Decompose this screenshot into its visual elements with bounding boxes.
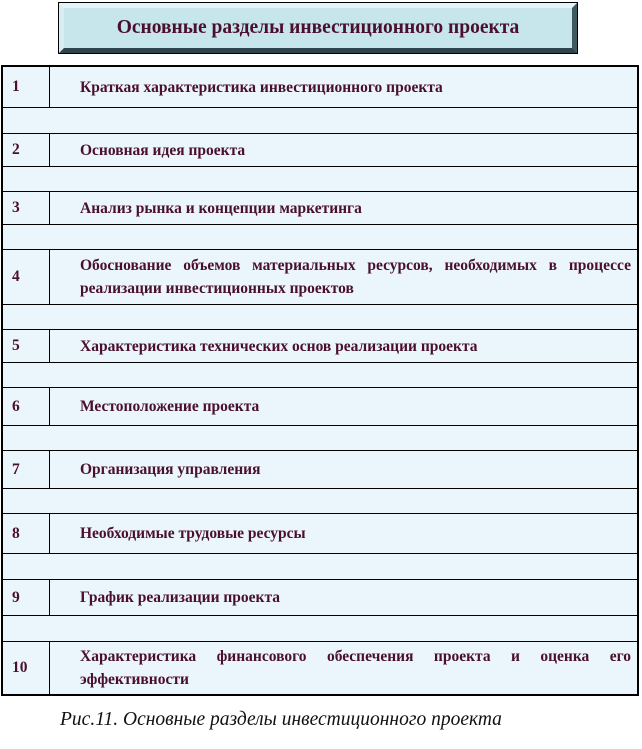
row-spacer	[3, 363, 637, 388]
row-number: 3	[3, 192, 50, 224]
row-text: Анализ рынка и концепции маркетинга	[80, 199, 362, 217]
table-row	[3, 250, 637, 305]
table-row	[3, 330, 637, 363]
row-spacer	[3, 489, 637, 514]
row-number: 5	[3, 330, 50, 362]
row-spacer	[3, 616, 637, 642]
row-spacer	[3, 305, 637, 330]
row-text: Характеристика финансового обеспечения проекта и оценка его эффективности	[80, 648, 631, 688]
row-number: 10	[3, 642, 50, 694]
table-row	[3, 192, 637, 225]
table-row	[3, 134, 637, 167]
table-row	[3, 451, 637, 489]
row-number: 7	[3, 451, 50, 488]
row-spacer	[3, 167, 637, 192]
row-text: Основная идея проекта	[80, 141, 246, 159]
row-text: Обоснование объемов материальных ресурсов, необходимых в процессе реализации инвестиционных проектов	[80, 257, 631, 297]
title-box	[59, 3, 577, 53]
row-number: 1	[3, 67, 50, 107]
figure-caption: Рис.11. Основные разделы инвестиционного проекта	[60, 709, 502, 730]
row-number: 2	[3, 134, 50, 166]
row-spacer	[3, 554, 637, 580]
row-number: 9	[3, 580, 50, 615]
row-text: Необходимые трудовые ресурсы	[80, 525, 306, 542]
page-title: Основные разделы инвестиционного проекта	[116, 17, 520, 38]
row-number: 4	[3, 250, 50, 304]
row-number: 6	[3, 388, 50, 425]
table-row	[3, 642, 637, 694]
row-spacer	[3, 108, 637, 134]
row-text: Организация управления	[80, 461, 261, 478]
row-text: Местоположение проекта	[80, 398, 260, 415]
table-row	[3, 514, 637, 554]
row-spacer	[3, 225, 637, 250]
row-text: Характеристика технических основ реализации проекта	[80, 337, 478, 355]
row-spacer	[3, 426, 637, 451]
sections-table	[1, 65, 639, 696]
table-row	[3, 67, 637, 108]
table-row	[3, 388, 637, 426]
row-number: 8	[3, 514, 50, 553]
table-row	[3, 580, 637, 616]
row-text: График реализации проекта	[80, 589, 281, 606]
row-text: Краткая характеристика инвестиционного проекта	[80, 78, 443, 96]
